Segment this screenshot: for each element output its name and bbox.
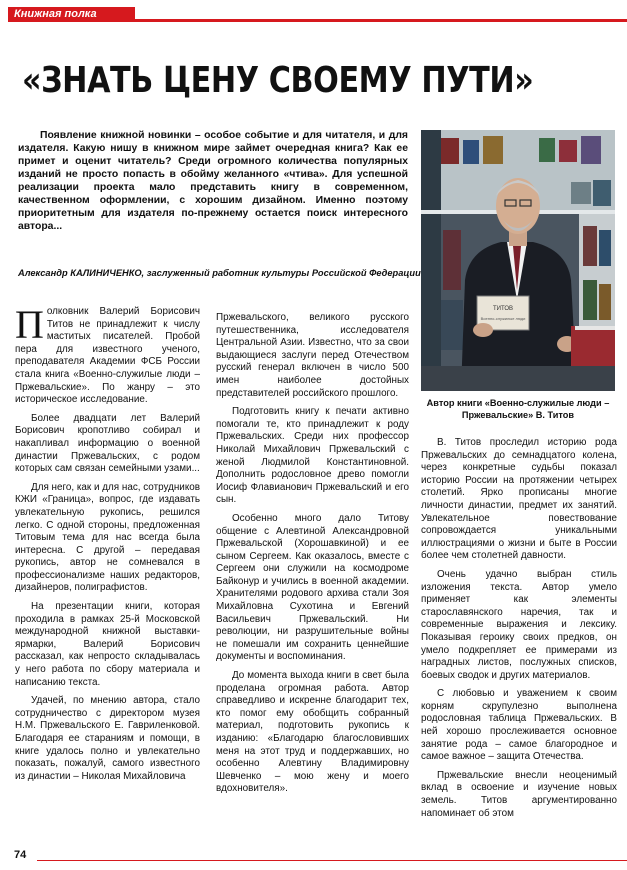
drop-cap: П bbox=[15, 302, 44, 347]
paragraph: Пржевальские внесли неоценимый вклад в освоение и изучение новых земель. Титов аргументированно напоминает об этом bbox=[421, 769, 617, 819]
author-photo bbox=[421, 130, 615, 391]
footer-rule bbox=[37, 860, 627, 861]
paragraph: На презентации книги, которая проходила в рамках 25-й Московской международной книжной выставки-ярмарки, Валерий Борисович рассказал, как непросто складывалась у него работа по сбору материала и написанию текста. bbox=[15, 601, 200, 688]
photo-caption: Автор книги «Военно-служилые люди – Пржевальские» В. Титов bbox=[426, 398, 610, 420]
article-lead: Появление книжной новинки – особое событие и для читателя, и для издателя. Какую нишу в книжном мире займет очередная книга? Как ее примет и оценит читатель? Среди огромного количества популярных изданий не просто попасть в обойму желанного «чтива». Для успешной реализации проекта мало представить книгу в современном, качественном оформлении, с хорошим дизайном. Именно поэтому приоритетным для издателя по-прежнему остается поиск интересного автора... bbox=[18, 130, 408, 232]
book-cover-subtitle: Военно-служилые люди bbox=[480, 316, 526, 321]
header-rule bbox=[135, 19, 627, 22]
page-number: 74 bbox=[14, 849, 27, 861]
paragraph: С любовью и уважением к своим корням скрупулезно выполнена родословная таблица Пржевальских. В ней хорошо прослеживается основное занятие рода – самое благородное и самое важное – защита Отечества. bbox=[421, 688, 617, 763]
paragraph: Полковник Валерий Борисович Титов не принадлежит к числу маститых писателей. Пробой пера для известного ученого, преподавателя Академии ФСБ России стала книга «Военно-служилые люди – Пржевальские». По жанру – это историческое исследование. bbox=[15, 302, 200, 406]
text-column-2 bbox=[216, 312, 409, 802]
paragraph: Очень удачно выбран стиль изложения текста. Автор умело применяет как элементы старославянского наречия, так и современные выражения и лексику. Показывая героику своих предков, он умело подкрепляет ее примерами из наградных листов, послужных списков, боевых сводок и других материалов. bbox=[421, 568, 617, 681]
book-cover-title: ТИТОВ bbox=[492, 306, 514, 312]
article-author: Александр КАЛИНИЧЕНКО, заслуженный работник культуры Российской Федерации bbox=[18, 268, 421, 278]
paragraph: В. Титов проследил историю рода Пржевальских до семнадцатого колена, через конкретные судьбы показал историю России на протяжении четырех столетий. Ярко прописаны многие личности династии, предмет их занятий. Увлекательное повествование сопровождается уникальными иллюстрациями о жизни и быте в России более чем столетней давности. bbox=[421, 437, 617, 562]
paragraph: Особенно много дало Титову общение с Алевтиной Александровной Пржевальской (Хорошавкиной) и ее сыном Сергеем. Как оказалось, вместе с Сергеем они служили на космодроме Байконур и учились в военной академии. Хранителями родового архива стали Зоя Михайловна Сухотина и Евгений Васильевич Пржевальский. Ни революции, ни разрушительные войны не помешали им сохранить ценнейшие документы и воспоминания. bbox=[216, 512, 409, 663]
paragraph: Пржевальского, великого русского путешественника, исследователя Центральной Азии. Известно, что за свои выдающиеся заслуги перед Отечеством русский генерал включен в число 500 имен наиболее достойных представителей российского прошлого. bbox=[216, 312, 409, 399]
paragraph: Для него, как и для нас, сотрудников КЖИ «Граница», вопрос, где издавать увлекательную рукопись, решился легко. С одной стороны, предложенная Титовым тема для нас всегда была интересна. С другой – передавая рукопись, автор не сомневался в профессионализме наших редакторов, дизайнеров, полиграфистов. bbox=[15, 481, 200, 594]
paragraph: Более двадцати лет Валерий Борисович кропотливо собирал и накапливал информацию о военной династии Пржевальских, с родом которых сам связан семейными узами... bbox=[15, 412, 200, 475]
paragraph: Подготовить книгу к печати активно помогали те, кто принадлежит к роду Пржевальских. Среди них профессор Николай Михайлович Пржевальский с женой Людмилой Константиновной. Дополнить родословное древо помогли Иосиф Флавианович Пржевальский и его сын. bbox=[216, 406, 409, 506]
paragraph: Удачей, по мнению автора, стало сотрудничество с директором музея Н.М. Пржевальского Е. Гавриленковой. Благодаря ее стараниям и помощи, в книге удалось полно и увлекательно показать, пожалуй, самого известного из династии – Николая Михайловича bbox=[15, 695, 200, 782]
paragraph: До момента выхода книги в свет была проделана огромная работа. Автор справедливо и искренне благодарит тех, кто помог ему обобщить собранный материал, подготовить рукопись к изданию: «Благодарю благословивших меня на этот труд и поддержавших, но особенно Алевтину Владимировну Шевченко – мою жену и моего вдохновителя». bbox=[216, 670, 409, 795]
text-column-3 bbox=[421, 437, 617, 826]
text-column-1 bbox=[15, 302, 200, 789]
article-title: «ЗНАТЬ ЦЕНУ СВОЕМУ ПУТИ» bbox=[22, 60, 534, 101]
section-rubric: Книжная полка bbox=[8, 7, 135, 22]
